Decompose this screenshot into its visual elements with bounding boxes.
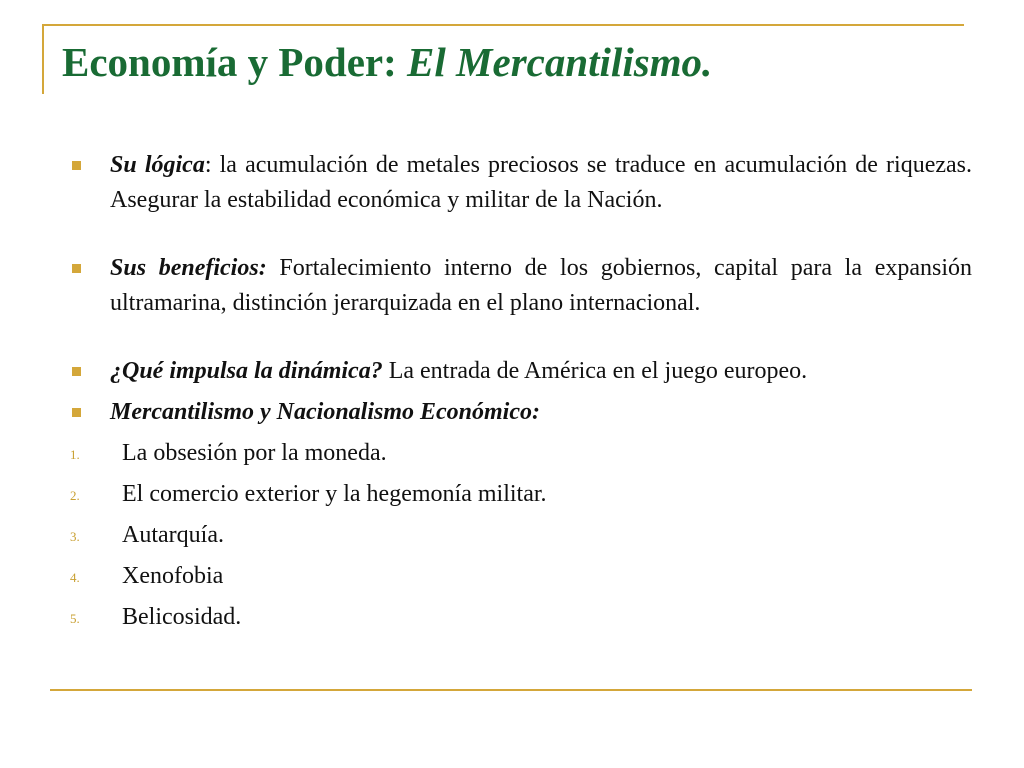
bullet-item-beneficios xyxy=(70,251,972,321)
numbered-text: Belicosidad. xyxy=(122,604,242,630)
list-number: 2. xyxy=(70,488,80,503)
title-main: Economía y Poder: xyxy=(62,39,408,85)
slide-title xyxy=(62,40,712,85)
bullet-item-dinamica xyxy=(70,354,972,389)
bullet-text: : la acumulación de metales preciosos se traduce en acumulación de riquezas. Asegurar la estabilidad económica y militar de la Nación. xyxy=(110,152,973,213)
bullet-item-logica xyxy=(70,148,972,218)
bullet-item-nacionalismo xyxy=(70,395,972,430)
list-number: 5. xyxy=(70,611,80,626)
title-italic: El Mercantilismo. xyxy=(407,39,713,85)
bullet-label: Mercantilismo y Nacionalismo Económico: xyxy=(110,399,540,425)
bullet-label: Su lógica xyxy=(110,152,205,178)
frame-top-line xyxy=(42,24,964,26)
square-bullet-icon xyxy=(72,367,81,376)
bullet-text: Fortalecimiento interno de los gobiernos, capital para la expansión ultramarina, distinción jerarquizada en el plano internacional. xyxy=(110,255,973,316)
bullet-text: La entrada de América en el juego europeo. xyxy=(382,358,808,384)
list-number: 1. xyxy=(70,447,80,462)
numbered-item xyxy=(70,477,972,512)
numbered-item xyxy=(70,436,972,471)
bullet-label: Sus beneficios: xyxy=(110,255,267,281)
numbered-text: El comercio exterior y la hegemonía militar. xyxy=(122,481,547,507)
list-number: 4. xyxy=(70,570,80,585)
slide-content xyxy=(70,148,972,641)
list-number: 3. xyxy=(70,529,80,544)
frame-bottom-line xyxy=(50,689,972,691)
square-bullet-icon xyxy=(72,408,81,417)
frame-left-line xyxy=(42,24,44,94)
numbered-item xyxy=(70,559,972,594)
numbered-item xyxy=(70,518,972,553)
square-bullet-icon xyxy=(72,264,81,273)
numbered-text: Xenofobia xyxy=(122,563,224,589)
numbered-text: Autarquía. xyxy=(122,522,224,548)
square-bullet-icon xyxy=(72,161,81,170)
bullet-label: ¿Qué impulsa la dinámica? xyxy=(110,358,383,384)
numbered-item xyxy=(70,600,972,635)
numbered-text: La obsesión por la moneda. xyxy=(122,440,387,466)
